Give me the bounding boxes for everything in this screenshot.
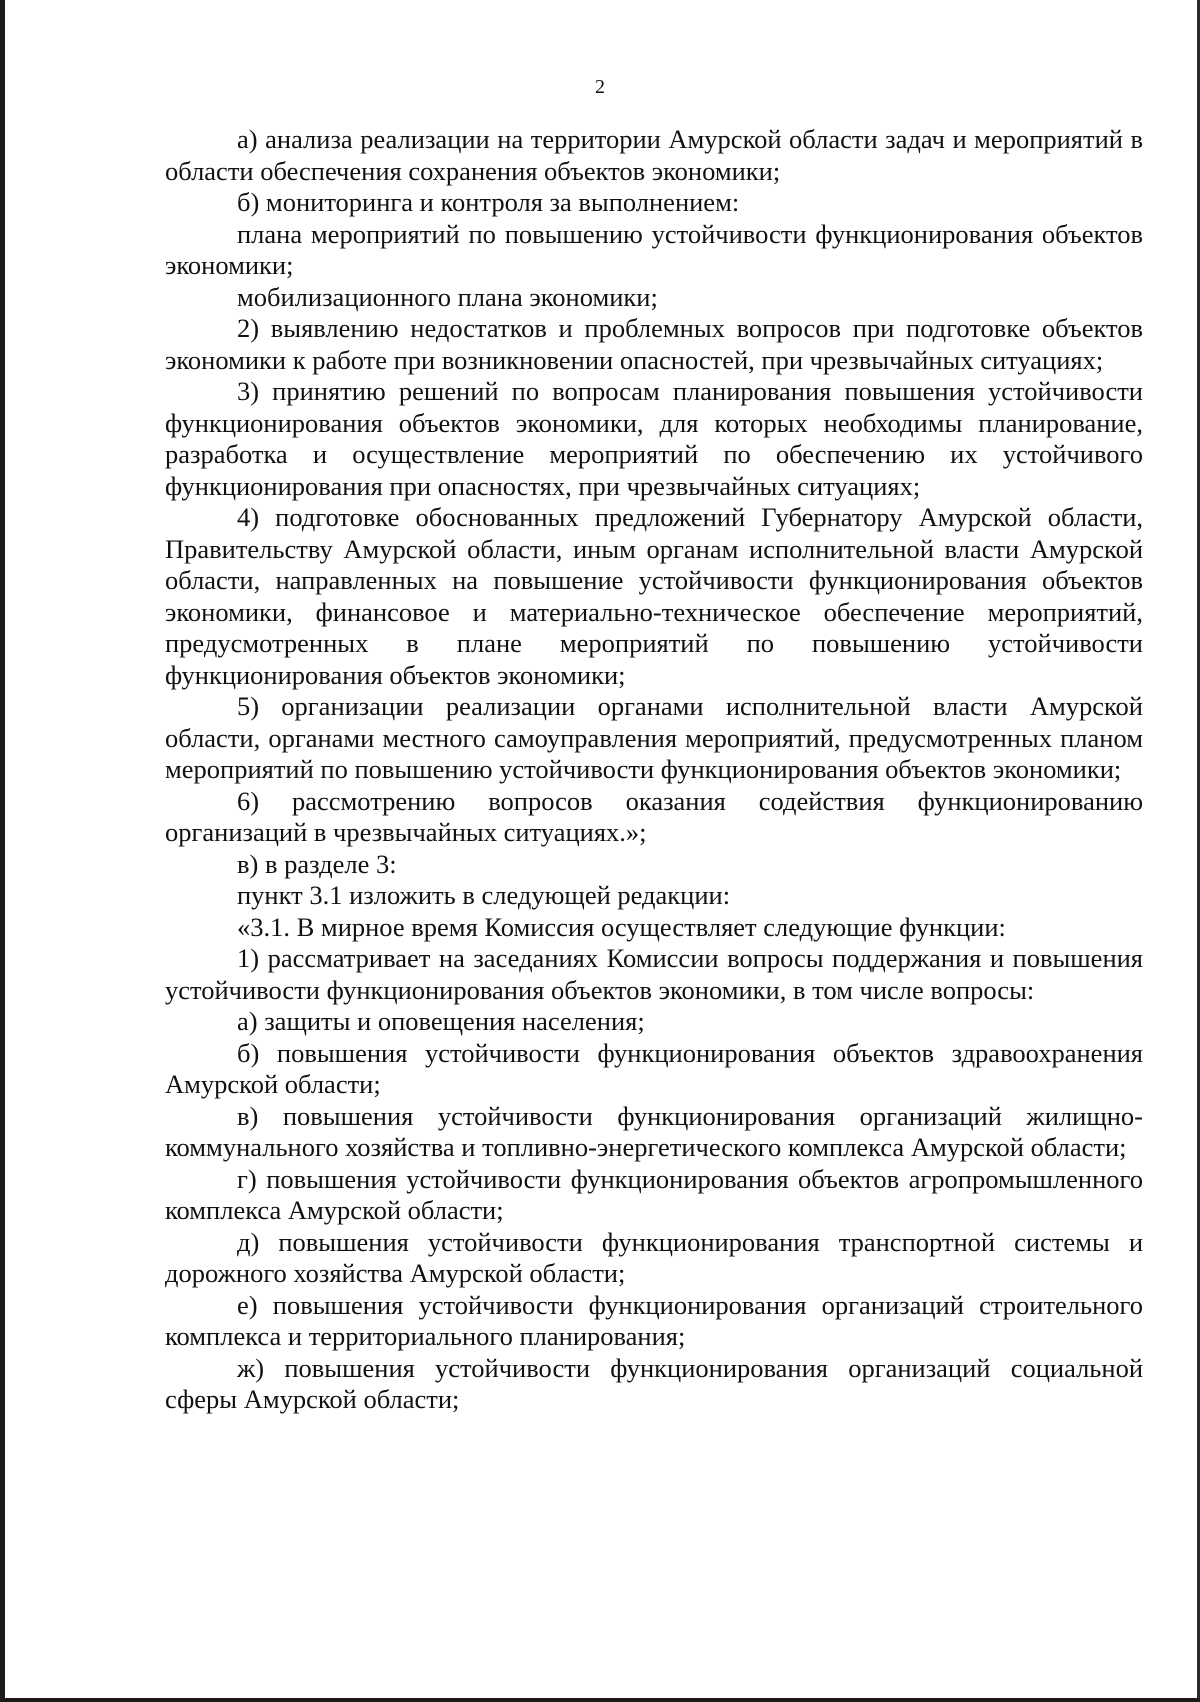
scan-border-bottom [0, 1698, 1200, 1702]
scan-border-left [0, 0, 5, 1702]
page-number: 2 [595, 76, 605, 98]
paragraph: 2) выявлению недостатков и проблемных вопросов при подготовке объектов экономики к работе при возникновении опасностей, при чрезвычайных ситуациях; [165, 313, 1143, 375]
paragraph: е) повышения устойчивости функционирования организаций строительного комплекса и территориального планирования; [165, 1289, 1143, 1351]
paragraph: в) повышения устойчивости функционирования организаций жилищно-коммунального хозяйства и топливно-энергетического комплекса Амурской области; [165, 1100, 1143, 1162]
document-body [165, 124, 1143, 1416]
paragraph: б) повышения устойчивости функционирования объектов здравоохранения Амурской области; [165, 1037, 1143, 1099]
paragraph: плана мероприятий по повышению устойчивости функционирования объектов экономики; [165, 218, 1143, 280]
paragraph: в) в разделе 3: [237, 848, 397, 879]
paragraph: мобилизационного плана экономики; [237, 281, 658, 312]
paragraph: 6) рассмотрению вопросов оказания содействия функционированию организаций в чрезвычайных ситуациях.»; [165, 785, 1143, 847]
paragraph: г) повышения устойчивости функционирования объектов агропромышленного комплекса Амурской области; [165, 1163, 1143, 1225]
paragraph: 5) организации реализации органами исполнительной власти Амурской области, органами местного самоуправления мероприятий, предусмотренных планом мероприятий по повышению устойчивости функционирования объектов экономики; [165, 691, 1143, 784]
paragraph: ж) повышения устойчивости функционирования организаций социальной сферы Амурской области; [165, 1352, 1143, 1414]
paragraph: д) повышения устойчивости функционирования транспортной системы и дорожного хозяйства Амурской области; [165, 1226, 1143, 1288]
paragraph: а) анализа реализации на территории Амурской области задач и мероприятий в области обеспечения сохранения объектов экономики; [165, 124, 1143, 186]
paragraph: «3.1. В мирное время Комиссия осуществляет следующие функции: [237, 911, 1006, 942]
paragraph: 1) рассматривает на заседаниях Комиссии вопросы поддержания и повышения устойчивости функционирования объектов экономики, в том числе вопросы: [165, 943, 1143, 1005]
paragraph: пункт 3.1 изложить в следующей редакции: [237, 880, 731, 910]
paragraph: а) защиты и оповещения населения; [237, 1006, 645, 1036]
paragraph: 3) принятию решений по вопросам планирования повышения устойчивости функционирования объектов экономики, для которых необходимы планирование, разработка и осуществление мероприятий по обеспечению их устойчивого функционирования при опасностях, при чрезвычайных ситуациях; [165, 376, 1143, 501]
paragraph: б) мониторинга и контроля за выполнением: [237, 187, 740, 217]
paragraph: 4) подготовке обоснованных предложений Губернатору Амурской области, Правительству Амурской области, иным органам исполнительной власти Амурской области, направленных на повышение устойчивости функционирования объектов экономики, финансовое и материально-техническое обеспечение мероприятий, предусмотренных в плане мероприятий по повышению устойчивости функционирования объектов экономики; [165, 502, 1143, 690]
